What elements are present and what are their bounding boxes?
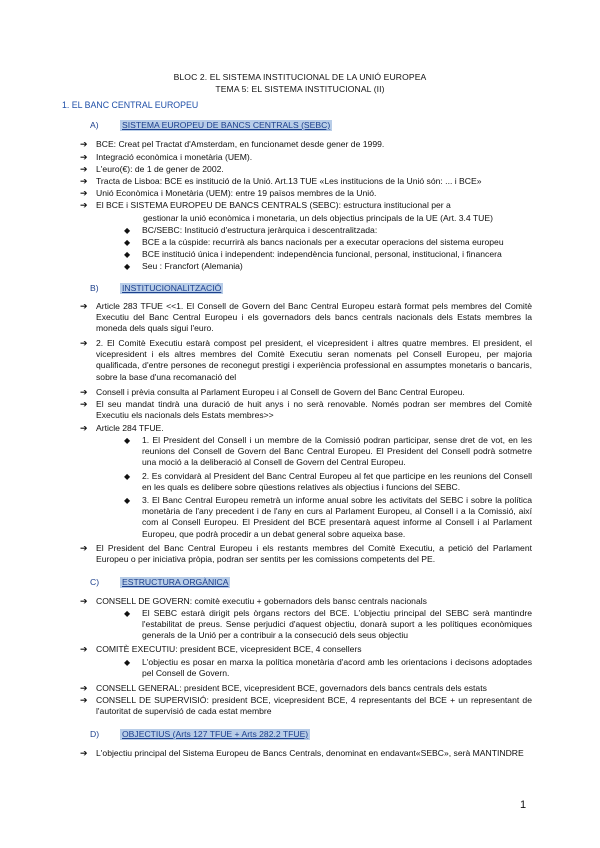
section-title: 1. EL BANC CENTRAL EUROPEU [62, 100, 199, 110]
arrow-icon: ➔ [80, 683, 88, 693]
section-b-title: INSTITUCIONALITZACIÓ [122, 283, 222, 293]
sub-list-item: ◆ 3. El Banc Central Europeu remetrà un informe anual sobre les activitats del SEBC i sobre la política monetària de l'any precedent i de l'any en curs al Parlament Europeu, al Consell i a la Comissió, així com al Consell Europeu. El President del BCE presentarà aquest informe al Consell i al Parlament Europeu, que podrà procedir a un debat general sobre aqueixa base. [124, 495, 532, 539]
section-d-header [76, 729, 310, 740]
sub-list-item: ◆ 1. El President del Consell i un membre de la Comissió podran participar, sense dret de vot, en les reunions del Consell de Govern del Banc Central Europeu. El President del Consell podrà sotmetre una moció a la deliberació al Consell de Govern del Central Europeu. [124, 435, 532, 468]
section-a-label: A) [90, 120, 99, 130]
arrow-icon: ➔ [80, 423, 88, 433]
sub-list-item: ◆ Seu : Francfort (Alemania) [124, 261, 243, 271]
list-item: ➔ BCE: Creat pel Tractat d'Amsterdam, en funcionamet desde gener de 1999. [80, 139, 385, 149]
section-c-title: ESTRUCTURA ORGÀNICA [122, 577, 229, 587]
diamond-bullet-icon: ◆ [124, 609, 131, 618]
diamond-bullet-icon: ◆ [124, 250, 131, 259]
list-item: ➔ Unió Econòmica i Monetària (UEM): entre 19 països membres de la Unió. [80, 188, 377, 198]
arrow-icon: ➔ [80, 644, 88, 654]
sub-list-item: ◆ BCE institució única i independent: independència funcional, personal, institucional, i financera [124, 249, 502, 259]
list-item: ➔ El President del Banc Central Europeu i els restants membres del Comitè Executiu, a petició del Parlament Europeu o per iniciativa pròpia, podran ser sentits per les comissions competents del PE. [80, 543, 532, 565]
list-item: ➔ CONSELL GENERAL: president BCE, vicepresident BCE, governadors dels bancs centrals dels estats [80, 683, 487, 693]
sub-list-item: ◆ El SEBC estarà dirigit pels òrgans rectors del BCE. L'objectiu principal del SEBC serà mantindre l'estabilitat de preus. Sense perjudici d'aquest objectiu, donarà suport a les polítiques econòmiques generals de la Unió per a contribuir a la consecució dels seus objectiu [124, 608, 532, 641]
arrow-icon: ➔ [80, 164, 88, 174]
diamond-bullet-icon: ◆ [124, 658, 131, 667]
arrow-icon: ➔ [80, 200, 88, 210]
arrow-icon: ➔ [80, 387, 88, 397]
section-b-label: B) [90, 283, 99, 293]
diamond-bullet-icon: ◆ [124, 262, 131, 271]
arrow-icon: ➔ [80, 748, 88, 758]
list-item: ➔ L'objectiu principal del Sistema Europeu de Bancs Centrals, denominat en endavant«SEBC», serà MANTINDRE [80, 748, 524, 758]
doc-header-line2: TEMA 5: EL SISTEMA INSTITUCIONAL (II) [215, 84, 385, 94]
continuation-text: gestionar la unió econòmica i monetaria, un dels objectius principals de la UE (Art. 3.4 TUE) [143, 213, 493, 223]
section-a-title: SISTEMA EUROPEU DE BANCS CENTRALS (SEBC) [122, 120, 331, 130]
section-b-header [76, 283, 223, 294]
arrow-icon: ➔ [80, 399, 88, 409]
section-d-label: D) [90, 729, 100, 739]
list-item: ➔ Article 284 TFUE. [80, 423, 164, 433]
list-item: ➔ L'euro(€): de 1 de gener de 2002. [80, 164, 224, 174]
section-a-header [76, 120, 332, 131]
diamond-bullet-icon: ◆ [124, 238, 131, 247]
arrow-icon: ➔ [80, 176, 88, 186]
list-item: ➔ CONSELL DE SUPERVISIÓ: president BCE, vicepresident BCE, 4 representants del BCE + un representant de l'autoritat de supervisió de cada estat membre [80, 695, 532, 717]
diamond-bullet-icon: ◆ [124, 436, 131, 445]
arrow-icon: ➔ [80, 301, 88, 311]
sub-list-item: ◆ 2. Es convidarà al President del Banc Central Europeu al fet que participe en les reunions del Consell en les quals es delibere sobre qüestions relatives als objectius i funcions del SEBC. [124, 471, 532, 493]
list-item: ➔ Integració econòmica i monetària (UEM). [80, 152, 253, 162]
section-c-header [76, 577, 230, 588]
list-item: ➔ El BCE i SISTEMA EUROPEU DE BANCS CENTRALS (SEBC): estructura institucional per a [80, 200, 451, 210]
doc-header-line1: BLOC 2. EL SISTEMA INSTITUCIONAL DE LA UNIÓ EUROPEA [173, 72, 427, 82]
section-c-label: C) [90, 577, 100, 587]
arrow-icon: ➔ [80, 152, 88, 162]
list-item: ➔ Article 283 TFUE <<1. El Consell de Govern del Banc Central Europeu estarà format pels membres del Comitè Executiu del Banc Central Europeu i els governadors dels bancs centrals nacionals dels Estats membres la moneda dels quals sigui l'euro. [80, 301, 532, 334]
arrow-icon: ➔ [80, 338, 88, 348]
list-item: ➔ Consell i prèvia consulta al Parlament Europeu i al Consell de Govern del Banc Central Europeu. [80, 387, 465, 397]
arrow-icon: ➔ [80, 695, 88, 705]
diamond-bullet-icon: ◆ [124, 496, 131, 505]
arrow-icon: ➔ [80, 543, 88, 553]
sub-list-item: ◆ L'objectiu es posar en marxa la política monetària d'acord amb les orientacions i decisons adoptades pel Consell de Govern. [124, 657, 532, 679]
list-item: ➔ Tracta de Lisboa: BCE es institució de la Unió. Art.13 TUE «Les institucions de la Unió són: ... i BCE» [80, 176, 482, 186]
section-d-title: OBJECTIUS (Arts 127 TFUE + Arts 282.2 TFUE) [122, 729, 309, 739]
diamond-bullet-icon: ◆ [124, 472, 131, 481]
list-item: ➔ COMITÈ EXECUTIU: president BCE, vicepresident BCE, 4 consellers [80, 644, 362, 654]
list-item: ➔ 2. El Comitè Executiu estarà compost pel president, el vicepresident i altres quatre membres. El president, el vicepresident i els altres membres del Comitè Executiu seran nomenats pel Consell Europeu, per majoria qualificada, d'entre persones de reconegut prestigi i experiència professional en assumptes monetaris o bancaris, sobre la base d'una recomanació del [80, 338, 532, 382]
arrow-icon: ➔ [80, 188, 88, 198]
arrow-icon: ➔ [80, 139, 88, 149]
list-item: ➔ El seu mandat tindrà una duració de huit anys i no serà renovable. Només podran ser membres del Comitè Executiu els nacionals dels Estats membres>> [80, 399, 532, 421]
list-item: ➔ CONSELL DE GOVERN: comitè executiu + gobernadors dels bansc centrals nacionals [80, 596, 427, 606]
sub-list-item: ◆ BCE a la cúspide: recurrirà als bancs nacionals per a executar operacions del sistema europeu [124, 237, 504, 247]
sub-list-item: ◆ BC/SEBC: Institució d'estructura jeràrquica i descentralitzada: [124, 225, 378, 235]
page-number: 1 [520, 799, 527, 811]
arrow-icon: ➔ [80, 596, 88, 606]
diamond-bullet-icon: ◆ [124, 226, 131, 235]
